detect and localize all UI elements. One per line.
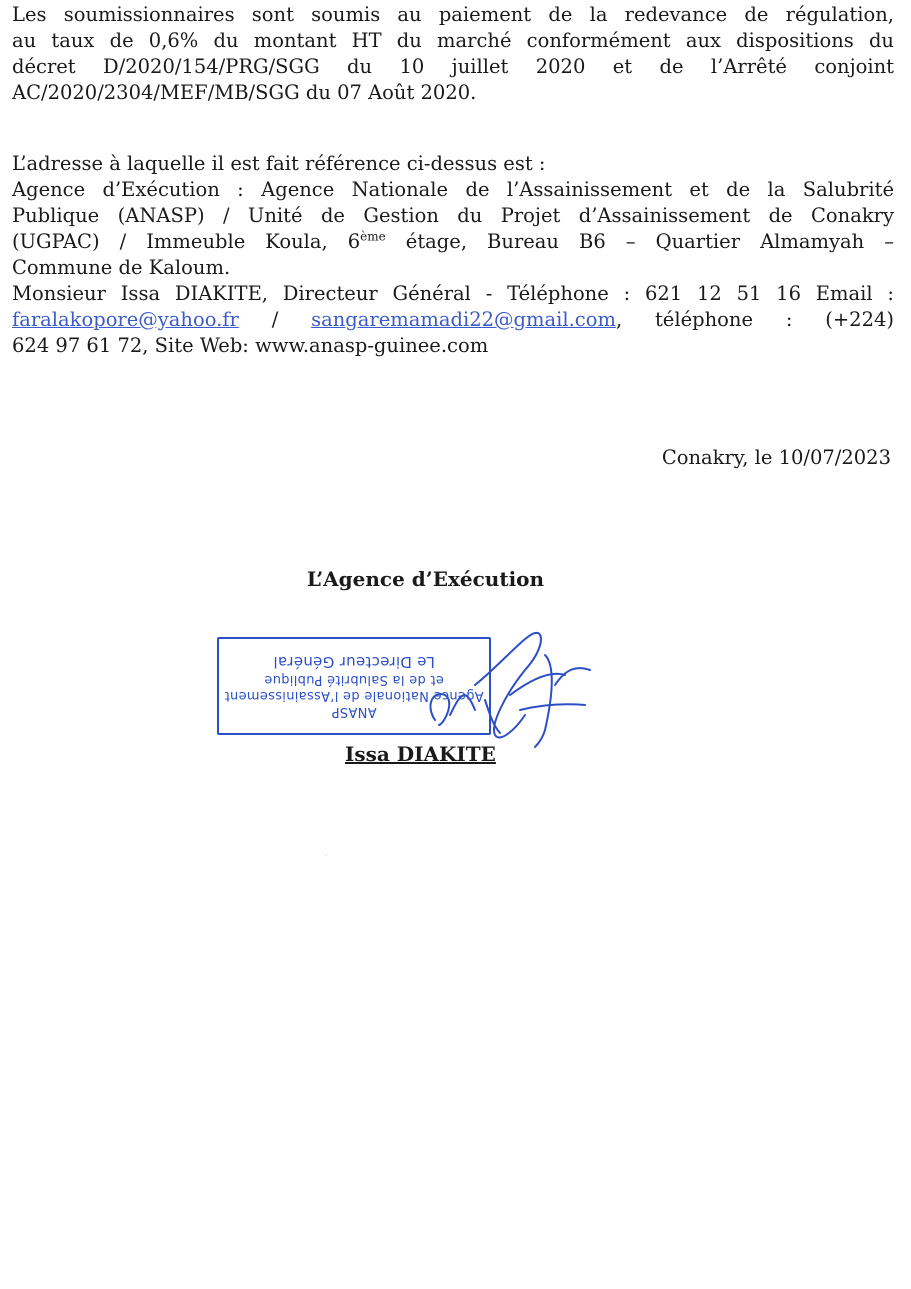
- paragraph-line: décret D/2020/154/PRG/SGG du 10 juillet 2020 et de l’Arrêté conjoint: [12, 55, 894, 78]
- phone-label: , téléphone : (+224): [615, 308, 894, 331]
- address-text-end: étage, Bureau B6 – Quartier Almamyah –: [385, 230, 894, 253]
- commune-line: Commune de Kaloum.: [12, 256, 231, 279]
- agency-line: Publique (ANASP) / Unité de Gestion du Projet d’Assainissement de Conakry: [12, 204, 894, 227]
- email-link-gmail[interactable]: sangaremamadi22@gmail.com: [311, 308, 616, 331]
- handwritten-signature: [405, 625, 605, 760]
- regulation-fee-paragraph: [12, 2, 894, 106]
- scan-speck: [325, 855, 327, 856]
- address-intro: L’adresse à laquelle il est fait référence ci-dessus est :: [12, 152, 546, 175]
- document-date: Conakry, le 10/07/2023: [661, 446, 891, 469]
- paragraph-line: Les soumissionnaires sont soumis au paiement de la redevance de régulation,: [12, 3, 894, 26]
- stamp-line: et de la Salubrité Publique: [264, 672, 444, 687]
- agency-line: Agence d’Exécution : Agence Nationale de l’Assainissement et de la Salubrité: [12, 178, 894, 201]
- director-line: Monsieur Issa DIAKITE, Directeur Général - Téléphone : 621 12 51 16 Email :: [12, 282, 894, 305]
- address-text: (UGPAC) / Immeuble Koula, 6: [12, 230, 361, 253]
- signature-title: L’Agence d’Exécution: [306, 567, 545, 591]
- signer-name: Issa DIAKITE: [345, 742, 496, 766]
- stamp-line: Le Directeur Général: [273, 653, 435, 671]
- paragraph-line: AC/2020/2304/MEF/MB/SGG du 07 Août 2020.: [12, 81, 477, 104]
- email-link-yahoo[interactable]: faralakopore@yahoo.fr: [12, 308, 239, 331]
- address-paragraph: [12, 151, 894, 359]
- email-separator: /: [238, 308, 312, 331]
- stamp-line: ANASP: [331, 704, 377, 719]
- contact-line: [12, 307, 894, 333]
- paragraph-line: au taux de 0,6% du montant HT du marché conformément aux dispositions du: [12, 29, 894, 52]
- stamp-line: Agence Nationale de l’Assainissement: [224, 688, 484, 703]
- floor-superscript: ème: [360, 229, 386, 244]
- address-line: [12, 229, 894, 255]
- website-line: 624 97 61 72, Site Web: www.anasp-guinee.com: [12, 334, 489, 357]
